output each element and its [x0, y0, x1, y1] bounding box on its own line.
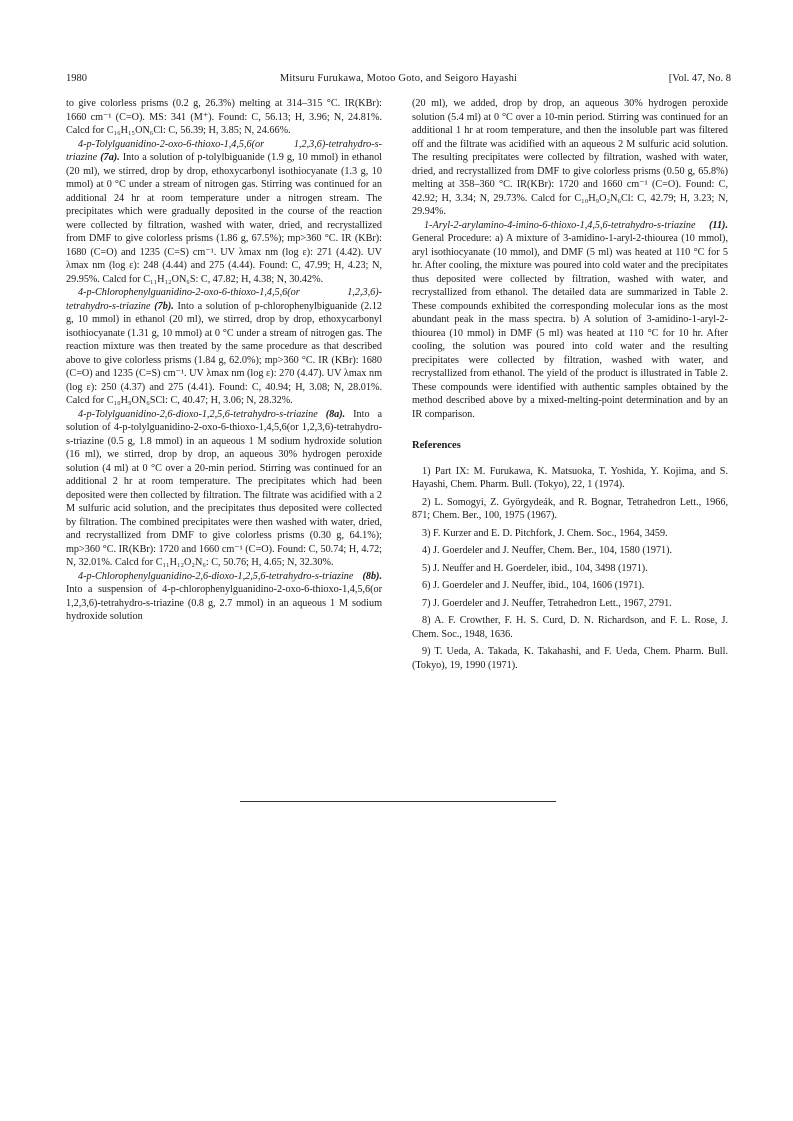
reference-item: 4) J. Goerdeler and J. Neuffer, Chem. Ber., 104, 1580 (1971).	[422, 545, 673, 556]
paragraph-text: Into a suspension of 4-p-chlorophenylguanidino-2-oxo-6-thioxo-1,4,5,6(or 1,2,3,6)-tetrahydro-s-triazine (0.8 g, 2.7 mmol) in an aqueous 1 M sodium hydroxide solution	[66, 584, 382, 622]
reference-item: 8) A. F. Crowther, F. H. S. Curd, D. N. Richardson, and F. L. Rose, J. Chem. Soc., 1948, 1636.	[412, 615, 728, 640]
right-column	[412, 97, 728, 676]
volume-info: [Vol. 47, No. 8	[668, 73, 731, 84]
compound-number: (7b).	[154, 300, 174, 312]
compound-number: (7a).	[100, 152, 120, 163]
compound-heading: 4-p-Chlorophenylguanidino-2,6-dioxo-1,2,5,6-tetrahydro-s-triazine	[78, 570, 354, 582]
reference-list	[412, 465, 728, 673]
reference-item: 7) J. Goerdeler and J. Neuffer, Tetrahedron Lett., 1967, 2791.	[422, 597, 672, 609]
paragraph-text: Into a solution of 4-p-tolylguanidino-2-oxo-6-thioxo-1,4,5,6(or 1,2,3,6)-tetrahydro-s-triazine (0.5 g, 1.8 mmol) in an aqueous 1 M sodium hydroxide solution (16 ml), we stirred, drop by drop, an aqueous 30% hydrogen peroxide solution (4 ml) at 0 °C over a 20-min period. Stirring was continued for an additional 2 hr at room temperature. The precipitates which had been deposited were then collected by filtration. The filtrate was acidified with a 2 M sulfuric acid solution, and the precipitates thus deposited were collected by filtration. The combined precipitates were then washed with water, dried, and recrystallized from DMF to give colorless prisms (0.30 g, 64.1%); mp>360 °C. IR(KBr): 1720 and 1660 cm⁻¹ (C=O). Found: C, 50.74; H, 4.72; N, 32.01%. Calcd for C₁₁H₁₂O₂N₆: C, 50.76; H, 4.65; N, 32.30%.	[66, 408, 382, 568]
reference-item: 9) T. Ueda, A. Takada, K. Takahashi, and F. Ueda, Chem. Pharm. Bull. (Tokyo), 19, 1990 (1971).	[412, 646, 728, 671]
compound-number: (8a).	[325, 408, 346, 420]
reference-item: 5) J. Neuffer and H. Goerdeler, ibid., 104, 3498 (1971).	[422, 562, 648, 574]
paragraph-text: Into a solution of p-tolylbiguanide (1.9 g, 10 mmol) in ethanol (20 ml), we stirred, drop by drop, ethoxycarbonyl isothiocyanate (1.3 g, 10 mmol) at 0 °C under a stream of nitrogen gas. Stirring was continued for an additional 24 hr at room temperature under a nitrogen stream. The precipitates which were gradually deposited in the course of the reaction were collected by filtration, washed with water, dried, and recrystallized from DMF to give colorless prisms (1.86 g, 67.5%); mp>360 °C. IR (KBr): 1680 (C=O) and 1235 (C=S) cm⁻¹. UV λmax nm (log ε): 271 (4.42). UV λmax nm (log ε): 248 (4.44) and 275 (4.44). Found: C, 47.99; H, 4.23; N, 29.95%. Calcd for C₁₁H₁₂ON₆S: C, 47.82; H, 4.38; N, 30.42%.	[66, 152, 382, 285]
compound-number: (8b).	[362, 570, 382, 582]
end-rule	[240, 801, 556, 802]
page-number: 1980	[66, 73, 87, 84]
running-title: Mitsuru Furukawa, Motoo Goto, and Seigoro Hayashi	[279, 73, 518, 84]
continued-paragraph	[412, 97, 728, 219]
compound-heading: 4-p-Chlorophenylguanidino-2-oxo-6-thioxo-1,4,5,6(or 1,2,3,6)-tetrahydro-s-triazine	[66, 287, 382, 312]
paragraph-text: (20 ml), we added, drop by drop, an aqueous 30% hydrogen peroxide solution (5.4 ml) at 0 °C over a 10-min period. Stirring was continued for an additional 1 hr at room temperature, and then the insoluble part was filtered off and the filtrate was acidified with an aqueous 2 M sulfuric acid solution. The resulting precipitates were collected by filtration, washed with water, dried, and recrystallized from DMF to give colorless prisms (0.50 g, 65.8%) melting at 358–360 °C. IR(KBr): 1720 and 1660 cm⁻¹ (C=O). Found: C, 42.92; H, 3.34; N, 29.73%. Calcd for C₁₀H₉O₂N₆Cl: C, 42.79; H, 3.23; N, 29.94%.	[412, 98, 728, 217]
reference-item: 6) J. Goerdeler and J. Neuffer, ibid., 104, 1606 (1971).	[422, 580, 645, 591]
continued-paragraph	[66, 97, 382, 138]
compound-heading: 1-Aryl-2-arylamino-4-imino-6-thioxo-1,4,5,6-tetrahydro-s-triazine	[424, 219, 696, 231]
running-header	[66, 72, 731, 86]
experimental-paragraph	[66, 408, 382, 570]
paragraph-text: to give colorless prisms (0.2 g, 26.3%) melting at 314–315 °C. IR(KBr): 1660 cm⁻¹ (C=O). MS: 341 (M⁺). Found: C, 56.13; H, 3.96; N, 24.81%. Calcd for C₁₆H₁₅ON₆Cl: C, 56.39; H, 3.85; N, 24.66%.	[66, 98, 382, 136]
compound-heading: 4-p-Tolylguanidino-2,6-dioxo-1,2,5,6-tetrahydro-s-triazine	[78, 408, 318, 420]
compound-number: (11).	[709, 219, 728, 231]
compound-heading: 4-p-Tolylguanidino-2-oxo-6-thioxo-1,4,5,6(or 1,2,3,6)-tetrahydro-s-triazine	[66, 138, 382, 163]
reference-item: 1) Part IX: M. Furukawa, K. Matsuoka, T. Yoshida, Y. Kojima, and S. Hayashi, Chem. Pharm. Bull. (Tokyo), 22, 1 (1974).	[412, 465, 728, 490]
experimental-paragraph	[412, 219, 728, 422]
left-column	[66, 97, 382, 624]
references-heading: References	[412, 440, 461, 451]
right-column-body	[412, 97, 728, 421]
reference-item: 3) F. Kurzer and E. D. Pitchfork, J. Chem. Soc., 1964, 3459.	[422, 527, 668, 539]
paragraph-text: General Procedure: a) A mixture of 3-amidino-1-aryl-2-thiourea (10 mmol), aryl isothiocyanate (10 mmol), and DMF (5 ml) was heated at 110 °C for 5 hr. After cooling, the mixture was poured into cold water and the precipitates thus deposited were collected by filtration, washed with water, and recrystallized from ethanol. The detailed data are summarized in Table 2. These compounds exhibited the corresponding molecular ions as the most abundant peak in the mass spectra. b) A solution of 3-amidino-1-aryl-2-thiourea (10 mmol) in DMF (5 ml) was heated at 110 °C for 10 hr. After cooling, the solution was poured into cold water and the resulting precipitates were collected by filtration, washed with water, and recrystallized from ethanol. The yield of the product is illustrated in Table 2. These compounds were identified with authentic samples obtained by the method described above by a mixed-melting-point determination and by an IR comparison.	[412, 233, 728, 420]
experimental-paragraph	[66, 570, 382, 624]
paragraph-text: Into a solution of p-chlorophenylbiguanide (2.12 g, 10 mmol) in ethanol (20 ml), we stirred, drop by drop, ethoxycarbonyl isothiocyanate (1.31 g, 10 mmol) at 0 °C under a stream of nitrogen gas. The reaction mixture was then treated by the same procedure as that described above to give colorless prisms (1.84 g, 62.0%); mp>360 °C. IR (KBr): 1680 (C=O) and 1235 (C=S) cm⁻¹. UV λmax nm (log ε): 270 (4.47). UV λmax nm (log ε): 250 (4.37) and 275 (4.41). Found: C, 40.94; H, 3.08; N, 28.01%. Calcd for C₁₀H₉ON₆SCl: C, 40.47; H, 3.06; N, 28.32%.	[66, 300, 383, 406]
experimental-paragraph	[66, 138, 382, 287]
experimental-paragraph	[66, 286, 382, 408]
reference-item: 2) L. Somogyi, Z. Györgydeák, and R. Bognar, Tetrahedron Lett., 1966, 871; Chem. Ber., 100, 1975 (1967).	[412, 496, 728, 521]
